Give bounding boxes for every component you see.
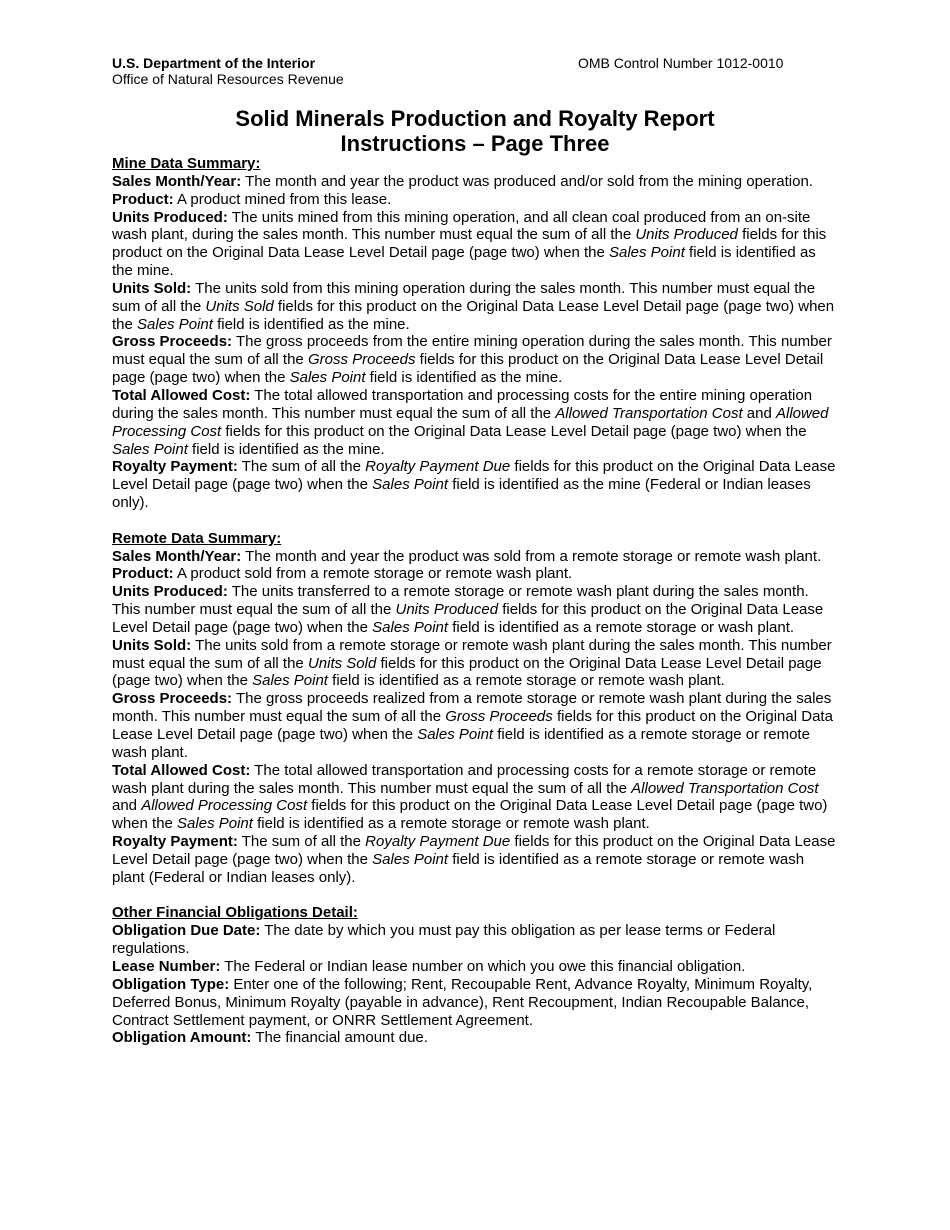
field-label: Units Produced: — [112, 208, 228, 226]
title-line-2: Instructions – Page Three — [340, 131, 610, 156]
field-definition — [112, 548, 840, 566]
field-definition — [112, 280, 840, 334]
section-heading: Mine Data Summary: — [112, 155, 261, 172]
field-definition — [112, 191, 840, 209]
field-label: Royalty Payment: — [112, 833, 238, 851]
field-reference: Allowed Transportation Cost — [631, 779, 819, 797]
field-label: Obligation Due Date: — [112, 922, 261, 940]
field-label: Total Allowed Cost: — [112, 386, 251, 404]
field-reference: Units Sold — [205, 297, 274, 315]
field-text: fields for this product on the Original Data Lease Level Detail page (page two) when the — [112, 797, 828, 833]
field-label: Gross Proceeds: — [112, 690, 233, 708]
field-text: fields for this product on the Original Data Lease Level Detail page (page two) when the — [112, 351, 824, 387]
field-text: fields for this product on the Original Data Lease Level Detail page (page two) when the — [221, 422, 807, 440]
field-reference: Units Produced — [635, 226, 738, 244]
field-text: and — [742, 404, 776, 422]
field-text: field is identified as a remote storage or remote wash plant. — [327, 672, 725, 690]
field-label: Sales Month/Year: — [112, 172, 242, 190]
field-text: field is identified as the mine (Federal or Indian leases only). — [112, 476, 811, 512]
field-text: The units sold from this mining operation during the sales month. This number must equal the sum of all the — [112, 279, 816, 315]
field-label: Lease Number: — [112, 957, 221, 975]
field-definition — [112, 976, 840, 1030]
field-label: Obligation Type: — [112, 975, 230, 993]
field-reference: Sales Point — [417, 726, 494, 743]
field-definition — [112, 173, 840, 191]
field-label: Product: — [112, 565, 174, 583]
office-name: Office of Natural Resources Revenue — [112, 71, 344, 87]
field-reference: Sales Point — [137, 315, 213, 333]
field-definition — [112, 762, 840, 833]
field-reference: Allowed Processing Cost — [112, 404, 829, 440]
field-definition — [112, 958, 840, 976]
field-text: field is identified as a remote storage or remote wash plant. — [112, 726, 810, 761]
field-reference: Units Produced — [395, 601, 499, 619]
field-label: Sales Month/Year: — [112, 547, 242, 565]
field-text: field is identified as a remote storage or remote wash plant. — [252, 815, 650, 833]
title-line-1: Solid Minerals Production and Royalty Report — [235, 106, 715, 131]
field-text: Enter one of the following; Rent, Recoupable Rent, Advance Royalty, Minimum Royalty, Deferred Bonus, Minimum Royalty (payable in advance), Rent Recoupment, Indian Recoupable Balance, Contract Settlement payment, or ONRR Settlement Agreement. — [112, 975, 813, 1029]
header-left — [112, 55, 344, 87]
field-reference: Sales Point — [608, 244, 685, 262]
field-reference: Allowed Transportation Cost — [555, 404, 743, 422]
field-text: The sum of all the — [237, 833, 366, 851]
field-definition — [112, 583, 840, 637]
field-text: field is identified as the mine. — [187, 440, 385, 458]
field-definition — [112, 209, 840, 280]
page-title — [0, 106, 950, 156]
field-label: Obligation Amount: — [112, 1029, 252, 1047]
field-text: fields for this product on the Original Data Lease Level Detail page (page two) when the — [112, 833, 836, 868]
field-text: fields for this product on the Original Data Lease Level Detail page (page two) when the — [112, 601, 824, 636]
field-definition — [112, 458, 840, 512]
field-text: The sum of all the — [237, 458, 366, 476]
field-text: fields for this product on the Original Data Lease Level Detail page (page two) when the — [112, 458, 836, 494]
field-text: A product mined from this lease. — [173, 190, 392, 208]
field-definition — [112, 690, 840, 761]
field-text: The units sold from a remote storage or remote wash plant during the sales month. This number must equal the sum of all the — [112, 636, 832, 672]
field-text: The month and year the product was sold from a remote storage or remote wash plant. — [241, 547, 822, 565]
field-reference: Gross Proceeds — [307, 351, 416, 369]
field-definition — [112, 833, 840, 887]
field-definition — [112, 1029, 840, 1047]
field-label: Units Produced: — [112, 583, 228, 601]
omb-control-number: OMB Control Number 1012-0010 — [578, 55, 784, 71]
field-reference: Sales Point — [372, 850, 449, 868]
section-gap — [112, 512, 840, 530]
field-definition — [112, 922, 840, 958]
field-text: A product sold from a remote storage or remote wash plant. — [173, 565, 573, 583]
field-text: The gross proceeds realized from a remote storage or remote wash plant during the sales month. This number must equal the sum of all the — [112, 690, 832, 726]
field-text: The total allowed transportation and processing costs for a remote storage or remote wash plant during the sales month. This number must equal the sum of all the — [112, 761, 817, 797]
field-text: fields for this product on the Original Data Lease Level Detail page (page two) when the — [112, 226, 827, 262]
field-text: and — [112, 797, 142, 815]
field-text: field is identified as a remote storage or remote wash plant (Federal or Indian leases only). — [112, 850, 805, 886]
field-text: The financial amount due. — [251, 1029, 428, 1047]
field-definition — [112, 387, 840, 458]
field-reference: Sales Point — [112, 440, 188, 458]
field-text: field is identified as the mine. — [212, 315, 410, 333]
instructions-body — [112, 155, 840, 1047]
field-reference: Gross Proceeds — [445, 708, 553, 726]
field-definition — [112, 637, 840, 691]
field-reference: Royalty Payment Due — [365, 458, 511, 476]
field-reference: Allowed Processing Cost — [141, 797, 308, 815]
field-reference: Royalty Payment Due — [365, 833, 511, 851]
field-text: fields for this product on the Original Data Lease Level Detail page (page two) when the — [112, 654, 822, 690]
section-gap — [112, 887, 840, 905]
field-text: field is identified as the mine. — [112, 244, 816, 280]
department-name: U.S. Department of the Interior — [112, 55, 316, 71]
field-definition — [112, 333, 840, 387]
field-label: Gross Proceeds: — [112, 333, 233, 351]
field-text: The units mined from this mining operation, and all clean coal produced from an on-site wash plant, during the sales month. This number must equal the sum of all the — [112, 208, 811, 244]
section-heading: Other Financial Obligations Detail: — [112, 904, 358, 922]
field-definition — [112, 565, 840, 583]
section-heading: Remote Data Summary: — [112, 529, 282, 547]
field-reference: Units Sold — [307, 654, 377, 672]
field-reference: Sales Point — [177, 815, 253, 833]
field-text: field is identified as a remote storage or wash plant. — [448, 618, 795, 636]
field-label: Product: — [112, 190, 174, 208]
field-text: The date by which you must pay this obligation as per lease terms or Federal regulations. — [112, 922, 776, 958]
field-text: fields for this product on the Original Data Lease Level Detail page (page two) when the — [112, 708, 833, 743]
field-reference: Sales Point — [252, 672, 328, 690]
field-label: Royalty Payment: — [112, 458, 238, 476]
field-text: The month and year the product was produced and/or sold from the mining operation. — [241, 172, 813, 190]
field-text: The units transferred to a remote storage or remote wash plant during the sales month. This number must equal the sum of all the — [112, 583, 809, 619]
field-label: Units Sold: — [112, 279, 192, 297]
field-text: The total allowed transportation and processing costs for the entire mining operation during the sales month. This number must equal the sum of all the — [112, 386, 813, 422]
field-label: Units Sold: — [112, 636, 192, 654]
field-label: Total Allowed Cost: — [112, 761, 251, 779]
field-reference: Sales Point — [372, 476, 449, 494]
field-reference: Sales Point — [372, 618, 449, 636]
field-text: The gross proceeds from the entire mining operation during the sales month. This number must equal the sum of all the — [112, 333, 832, 369]
field-text: fields for this product on the Original Data Lease Level Detail page (page two) when the — [112, 297, 835, 333]
field-text: The Federal or Indian lease number on which you owe this financial obligation. — [220, 957, 746, 975]
field-text: field is identified as the mine. — [365, 369, 563, 387]
field-reference: Sales Point — [289, 369, 366, 387]
